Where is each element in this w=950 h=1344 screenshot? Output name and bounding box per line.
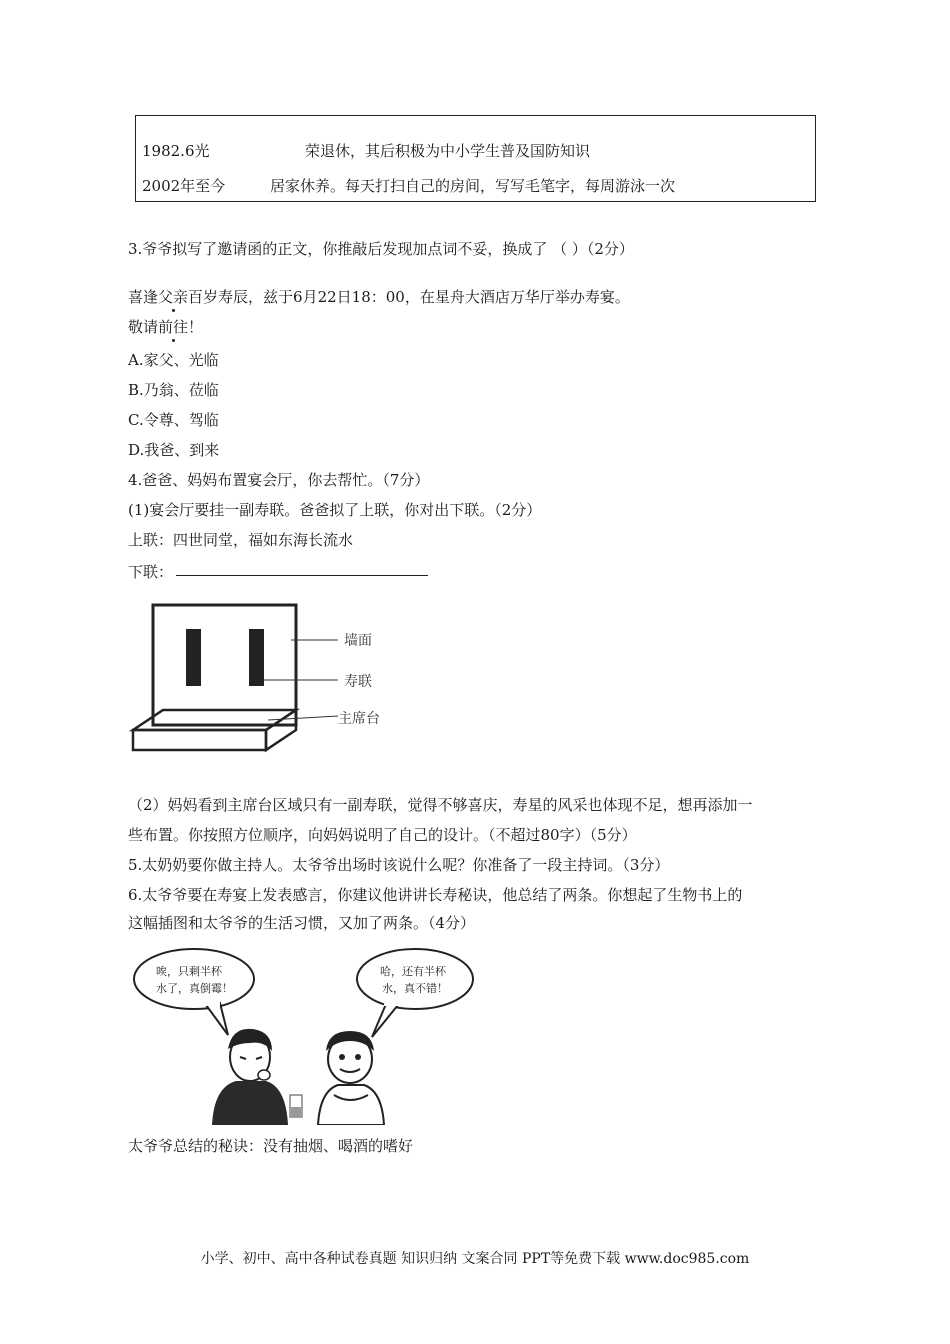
label-couplet: 寿联 [344, 674, 372, 690]
q6-question-line1: 6.太爷爷要在寿宴上发表感言，你建议他讲讲长寿秘诀，他总结了两条。你想起了生物书上的 [128, 886, 743, 904]
bubble-tail-mask [204, 1001, 220, 1006]
couplet-right [249, 629, 264, 686]
table-row-1-date: 1982.6光 [142, 142, 210, 160]
label-wall: 墙面 [344, 633, 372, 649]
q3-option-b: B.乃翁、莅临 [128, 381, 219, 399]
platform-front [133, 730, 266, 750]
table-row-2-event: 居家休养。每天打扫自己的房间，写写毛笔字，每周游泳一次 [270, 177, 676, 195]
page-footer: 小学、初中、高中各种试卷真题 知识归纳 文案合同 PPT等免费下载 www.doc985.com [200, 1251, 750, 1267]
left-bubble-line2: 水了，真倒霉！ [156, 982, 233, 995]
upper-couplet: 上联：四世同堂，福如东海长流水 [128, 531, 354, 549]
q4-sub2-line2: 些布置。你按照方位顺序，向妈妈说明了自己的设计。（不超过80字）（5分） [128, 826, 637, 844]
wall-outline [153, 605, 296, 725]
q4-sub2-line1: （2）妈妈看到主席台区域只有一副寿联，觉得不够喜庆，寿星的风采也体现不足，想再添加一 [128, 796, 753, 814]
invitation-text: 喜逢 [128, 288, 159, 306]
q4-sub1: (1)宴会厅要挂一副寿联。爸爸拟了上联，你对出下联。（2分） [128, 501, 542, 519]
dotted-text: 前往 [158, 318, 189, 336]
q3-question: 3.爷爷拟写了邀请函的正文，你推敲后发现加点词不妥，换成了 （ ）（2分） [128, 240, 634, 258]
q3-option-a: A.家父、光临 [128, 351, 219, 369]
optimist-figure [318, 1031, 384, 1125]
invitation-text: ！ [188, 318, 204, 336]
bubble-tail-mask [384, 1001, 400, 1006]
answer-blank-line [176, 575, 428, 576]
lower-couplet-label: 下联： [128, 563, 174, 581]
dotted-word-father [158, 288, 188, 306]
platform-side [266, 710, 296, 750]
couplet-left [186, 629, 201, 686]
pessimist-figure [212, 1029, 288, 1125]
platform-pointer [268, 716, 338, 720]
q4-question: 4.爸爸、妈妈布置宴会厅，你去帮忙。（7分） [128, 471, 430, 489]
dotted-word-go [158, 318, 188, 336]
banquet-hall-diagram [128, 600, 408, 760]
left-speech-bubble [134, 949, 254, 1009]
right-bubble-tail [372, 1004, 398, 1037]
table-row-1-event: 荣退休，其后积极为中小学生普及国防知识 [305, 142, 591, 160]
left-bubble-line1: 唉，只剩半杯 [156, 965, 222, 978]
half-glass-cartoon [128, 945, 488, 1125]
q3-invitation-line1 [128, 287, 630, 307]
q3-invitation-line2 [128, 317, 203, 337]
q6-secret: 太爷爷总结的秘诀：没有抽烟、喝酒的嗜好 [128, 1137, 414, 1155]
q6-question-line2: 这幅插图和太爷爷的生活习惯，又加了两条。（4分） [128, 914, 476, 932]
right-bubble-line2: 水，真不错！ [382, 982, 448, 995]
half-glass-icon [290, 1095, 302, 1117]
invitation-text: 敬请 [128, 318, 159, 336]
q3-option-d: D.我爸、到来 [128, 441, 220, 459]
right-speech-bubble [357, 949, 473, 1009]
q5-question: 5.太奶奶要你做主持人。太爷爷出场时该说什么呢？你准备了一段主持词。（3分） [128, 856, 670, 874]
label-platform: 主席台 [338, 711, 380, 727]
right-bubble-line1: 哈，还有半杯 [380, 965, 446, 978]
table-row-2-date: 2002年至今 [142, 177, 226, 195]
left-bubble-tail [206, 1003, 228, 1035]
q3-option-c: C.令尊、驾临 [128, 411, 219, 429]
dotted-text: 父亲 [158, 288, 189, 306]
invitation-text: 百岁寿辰，兹于6月22日18：00，在星舟大酒店万华厅举办寿宴。 [188, 288, 630, 306]
